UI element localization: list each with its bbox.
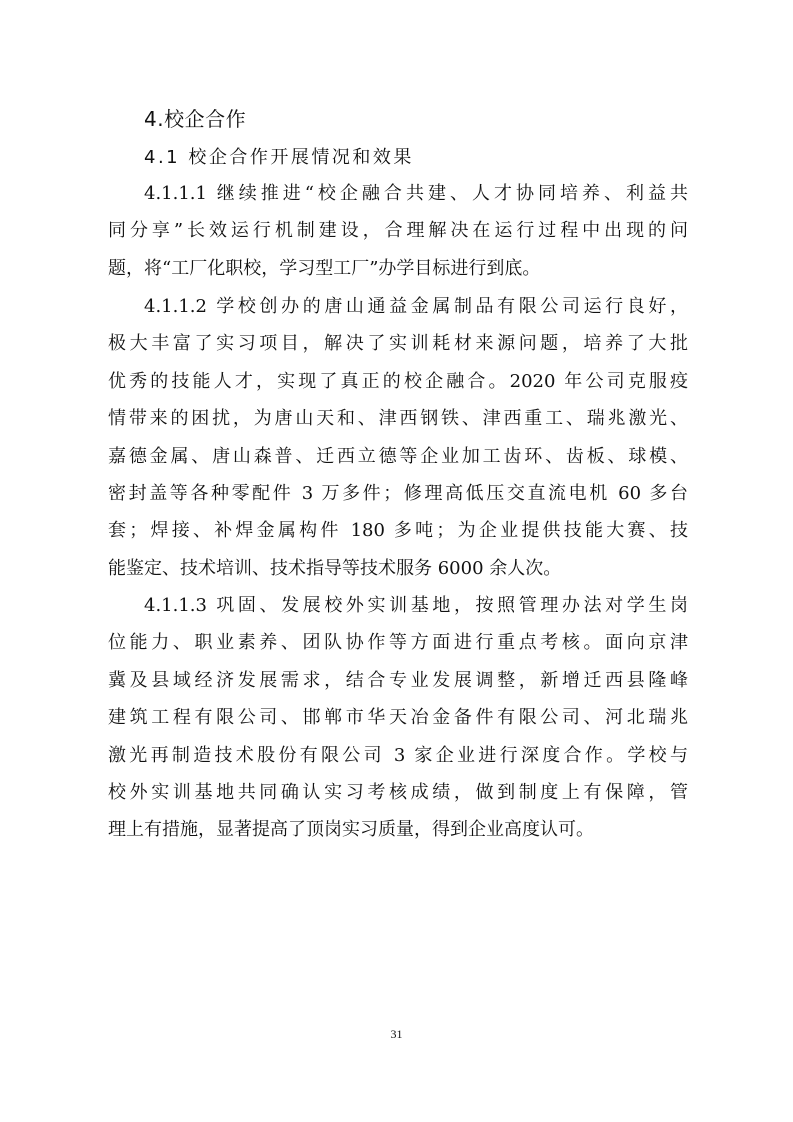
paragraph-2 (108, 288, 688, 587)
paragraph-line: 位能力、职业素养、团队协作等方面进行重点考核。面向京津 (108, 632, 688, 654)
section-heading: 4.校企合作 (144, 107, 247, 131)
paragraph-line: 情带来的困扰，为唐山天和、津西钢铁、津西重工、瑞兆激光、 (108, 408, 688, 430)
paragraph-line: 套；焊接、补焊金属构件 180 多吨；为企业提供技能大赛、技 (108, 520, 688, 542)
paragraph-line: 建筑工程有限公司、邯郸市华天冶金备件有限公司、河北瑞兆 (108, 707, 688, 729)
paragraph-line: 优秀的技能人才，实现了真正的校企融合。2020 年公司克服疫 (108, 370, 688, 392)
paragraph-line: 题，将“工厂化职校，学习型工厂”办学目标进行到底。 (108, 257, 541, 279)
subsection-heading: 4.1 校企合作开展情况和效果 (144, 147, 414, 168)
paragraph-line: 校外实训基地共同确认实习考核成绩，做到制度上有保障，管 (108, 781, 688, 803)
paragraph-line: 4.1.1.2 学校创办的唐山通益金属制品有限公司运行良好， (144, 296, 688, 317)
paragraph-line: 4.1.1.1 继续推进“校企融合共建、人才协同培养、利益共 (144, 183, 688, 204)
paragraph-3 (108, 587, 688, 849)
paragraph-line: 嘉德金属、唐山森普、迁西立德等企业加工齿环、齿板、球模、 (108, 445, 688, 467)
paragraph-line: 冀及县域经济发展需求，结合专业发展调整，新增迁西县隆峰 (108, 669, 688, 691)
paragraph-line: 理上有措施，显著提高了顶岗实习质量，得到企业高度认可。 (108, 819, 594, 841)
paragraph-line: 4.1.1.3 巩固、发展校外实训基地，按照管理办法对学生岗 (144, 595, 688, 616)
paragraph-1 (108, 175, 688, 287)
paragraph-line: 极大丰富了实习项目，解决了实训耗材来源问题，培养了大批 (108, 333, 688, 355)
paragraph-line: 同分享”长效运行机制建设，合理解决在运行过程中出现的问 (108, 220, 688, 242)
page-number: 31 (390, 1027, 403, 1041)
paragraph-line: 能鉴定、技术培训、技术指导等技术服务 6000 余人次。 (108, 557, 562, 579)
paragraph-line: 激光再制造技术股份有限公司 3 家企业进行深度合作。学校与 (108, 744, 688, 766)
paragraph-line: 密封盖等各种零配件 3 万多件；修理高低压交直流电机 60 多台 (108, 482, 688, 504)
